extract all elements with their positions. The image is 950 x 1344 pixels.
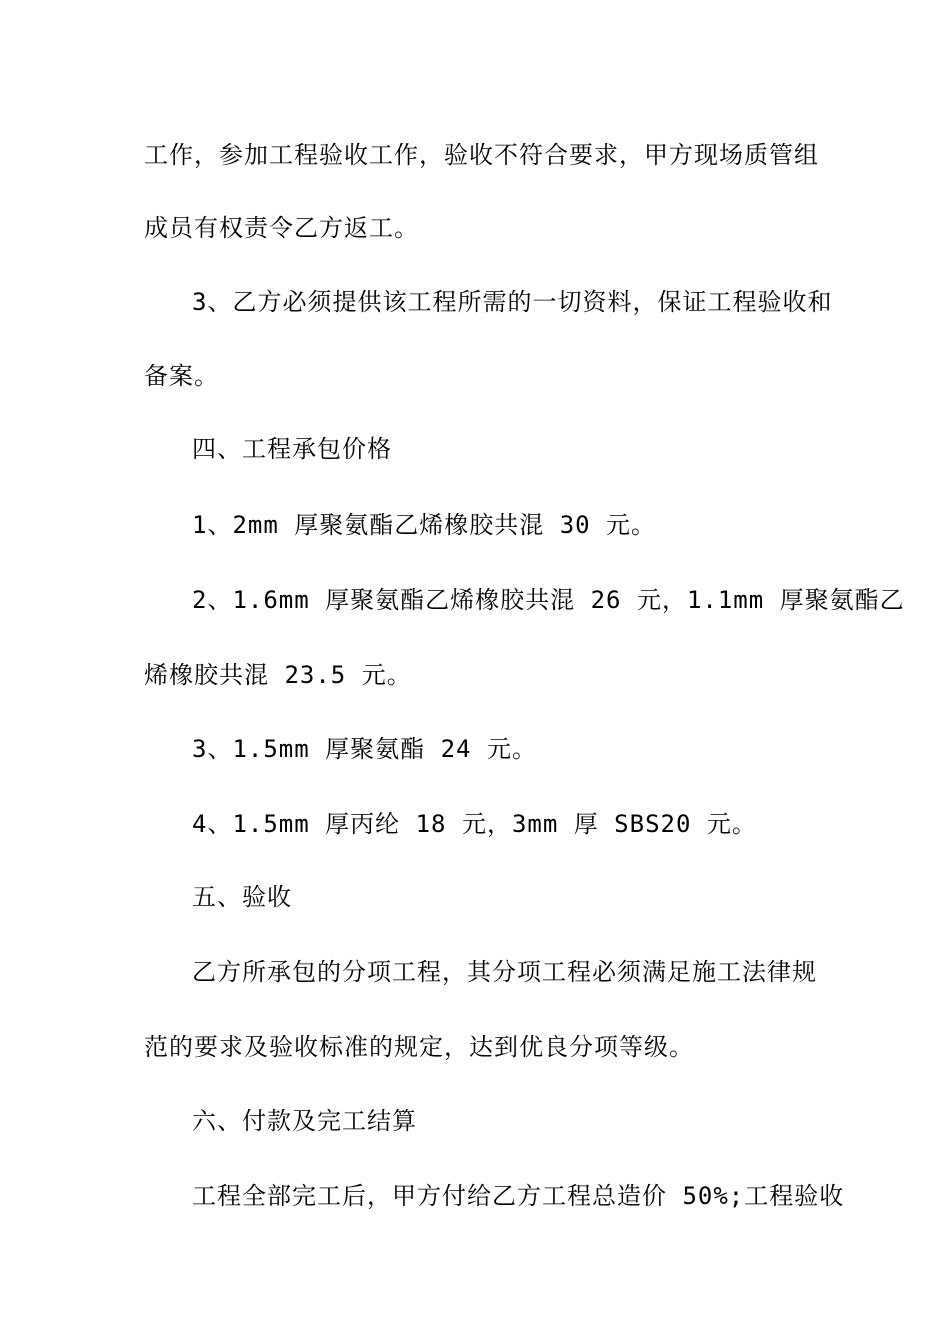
acceptance-paragraph-line-1: 乙方所承包的分项工程，其分项工程必须满足施工法律规 [192,958,817,986]
paragraph-line-3: 3、乙方必须提供该工程所需的一切资料，保证工程验收和 [192,288,833,316]
price-item-1: 1、2mm 厚聚氨酯乙烯橡胶共混 30 元。 [192,511,657,539]
price-item-3: 3、1.5mm 厚聚氨酯 24 元。 [192,735,537,763]
price-item-2: 2、1.6mm 厚聚氨酯乙烯橡胶共混 26 元，1.1mm 厚聚氨酯乙 [192,586,905,614]
payment-paragraph-line-1: 工程全部完工后，甲方付给乙方工程总造价 50%;工程验收 [192,1182,845,1210]
price-item-4: 4、1.5mm 厚丙纶 18 元，3mm 厚 SBS20 元。 [192,810,757,838]
price-item-2-continued: 烯橡胶共混 23.5 元。 [144,661,412,689]
acceptance-paragraph-line-2: 范的要求及验收标准的规定，达到优良分项等级。 [144,1033,694,1061]
section-heading-payment: 六、付款及完工结算 [192,1107,417,1135]
section-heading-acceptance: 五、验收 [192,883,292,911]
paragraph-line-1: 工作，参加工程验收工作，验收不符合要求，甲方现场质管组 [144,141,819,169]
section-heading-pricing: 四、工程承包价格 [192,435,392,463]
paragraph-line-2: 成员有权责令乙方返工。 [144,214,419,242]
paragraph-line-4: 备案。 [144,362,219,390]
